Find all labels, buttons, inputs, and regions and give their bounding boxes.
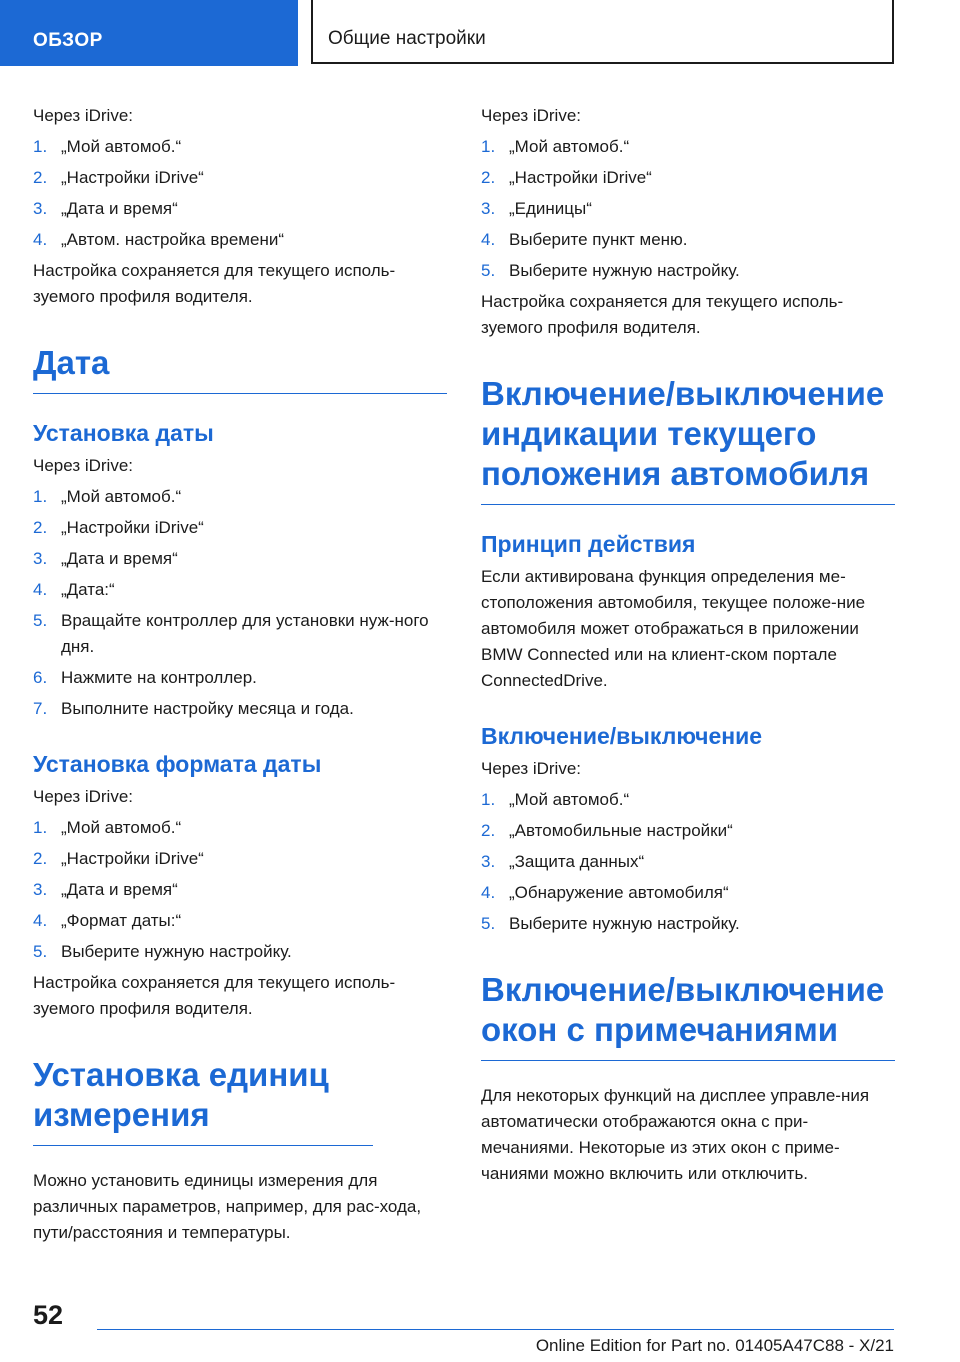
intro-text: Через iDrive: bbox=[33, 787, 134, 806]
list-item: 7. Выполните настройку месяца и года. bbox=[33, 699, 354, 718]
intro-text: Через iDrive: bbox=[481, 106, 582, 125]
left-column bbox=[33, 103, 447, 1246]
intro-text: Через iDrive: bbox=[33, 106, 134, 125]
heading-units: Установка единиц измерения bbox=[33, 1055, 373, 1146]
footer-edition: Online Edition for Part no. 01405A47C88 - X/21 bbox=[535, 1336, 894, 1355]
list-item: 2. „Настройки iDrive“ bbox=[481, 168, 652, 187]
list-item: 1. „Мой автомоб.“ bbox=[481, 137, 630, 156]
heading-date: Дата bbox=[33, 343, 447, 394]
heading-notification-windows: Включение/выключение окон с примечаниями bbox=[481, 970, 895, 1061]
list-item: 6. Нажмите на контроллер. bbox=[33, 668, 257, 687]
list-item: 3. „Дата и время“ bbox=[33, 549, 178, 568]
heading-position-display: Включение/выключение индикации текущего положения автомобиля bbox=[481, 374, 895, 505]
list-item: 4. „Дата:“ bbox=[33, 580, 115, 599]
page-topic-title: Общие настройки bbox=[328, 28, 486, 49]
list-item: 3. „Дата и время“ bbox=[33, 199, 178, 218]
right-column bbox=[481, 103, 895, 1187]
intro-text: Через iDrive: bbox=[33, 456, 134, 475]
page-topic-header bbox=[311, 0, 894, 64]
list-item: 1. „Мой автомоб.“ bbox=[33, 487, 182, 506]
principle-text: Если активирована функция определения ме-стоположения автомобиля, текущее положе-ние автомобиля может отображаться в приложении BMW Connected или на клиент-ском портале ConnectedDrive. bbox=[481, 567, 866, 690]
section-tab-label: ОБЗОР bbox=[33, 30, 103, 51]
list-item: 4. „Обнаружение автомобиля“ bbox=[481, 883, 729, 902]
windows-text: Для некоторых функций на дисплее управле-ния автоматически отображаются окна с при-мечаниями. Некоторые из этих окон с приме-чаниями можно включить или отключить. bbox=[481, 1086, 870, 1183]
list-item: 2. „Настройки iDrive“ bbox=[33, 849, 204, 868]
section-tab[interactable] bbox=[0, 0, 298, 66]
list-item: 3. „Дата и время“ bbox=[33, 880, 178, 899]
subheading-toggle: Включение/выключение bbox=[481, 723, 763, 749]
subheading-date-format: Установка формата даты bbox=[33, 751, 322, 777]
list-item: 5. Вращайте контроллер для установки нуж-ного дня. bbox=[33, 611, 429, 656]
list-item: 1. „Мой автомоб.“ bbox=[481, 790, 630, 809]
list-item: 1. „Мой автомоб.“ bbox=[33, 137, 182, 156]
page-number: 52 bbox=[33, 1300, 64, 1330]
list-item: 2. „Настройки iDrive“ bbox=[33, 168, 204, 187]
list-item: 3. „Защита данных“ bbox=[481, 852, 645, 871]
list-item: 3. „Единицы“ bbox=[481, 199, 592, 218]
list-item: 4. „Автом. настройка времени“ bbox=[33, 230, 284, 249]
units-text: Можно установить единицы измерения для различных параметров, например, для рас-хода, пути/расстояния и температуры. bbox=[33, 1171, 422, 1242]
note-text: Настройка сохраняется для текущего исполь-зуемого профиля водителя. bbox=[33, 973, 396, 1018]
steps-list bbox=[481, 787, 895, 937]
list-item: 5. Выберите нужную настройку. bbox=[481, 261, 740, 280]
steps-list bbox=[481, 134, 895, 284]
list-item: 5. Выберите нужную настройку. bbox=[481, 914, 740, 933]
subheading-principle: Принцип действия bbox=[481, 531, 696, 557]
steps-list bbox=[33, 815, 447, 965]
list-item: 2. „Автомобильные настройки“ bbox=[481, 821, 733, 840]
steps-list bbox=[33, 134, 447, 253]
note-text: Настройка сохраняется для текущего исполь-зуемого профиля водителя. bbox=[33, 261, 396, 306]
list-item: 4. Выберите пункт меню. bbox=[481, 230, 688, 249]
steps-list bbox=[33, 484, 447, 722]
list-item: 5. Выберите нужную настройку. bbox=[33, 942, 292, 961]
note-text: Настройка сохраняется для текущего исполь-зуемого профиля водителя. bbox=[481, 292, 844, 337]
subheading-set-date: Установка даты bbox=[33, 420, 214, 446]
footer-divider bbox=[97, 1329, 894, 1330]
intro-text: Через iDrive: bbox=[481, 759, 582, 778]
list-item: 2. „Настройки iDrive“ bbox=[33, 518, 204, 537]
list-item: 1. „Мой автомоб.“ bbox=[33, 818, 182, 837]
list-item: 4. „Формат даты:“ bbox=[33, 911, 182, 930]
